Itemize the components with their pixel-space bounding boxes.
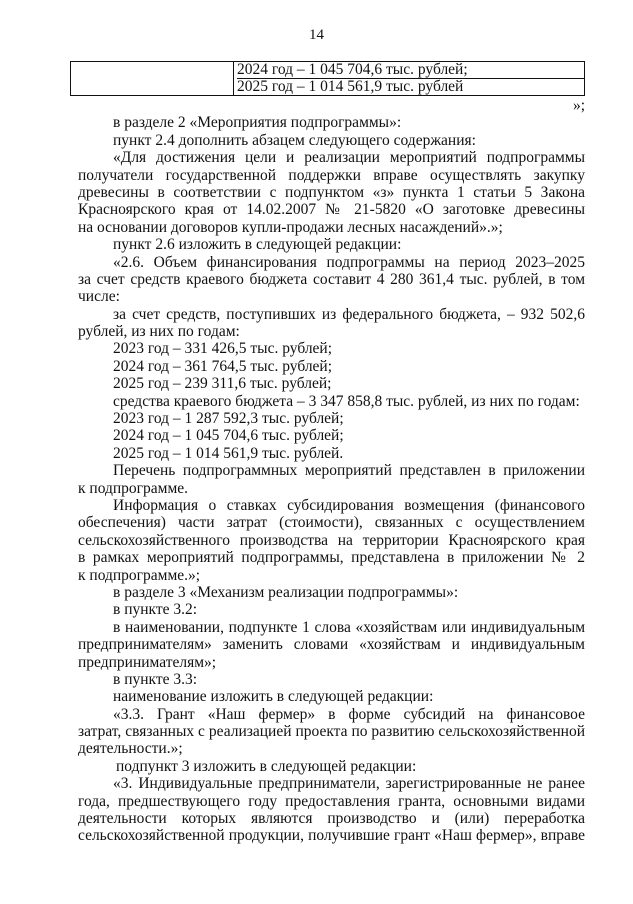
text-line: года, предшествующего году предоставления гранта, основными видами — [78, 792, 585, 810]
text-line: в пункте 3.2: — [113, 601, 198, 619]
text-line: Перечень подпрограммных мероприятий представлен в приложении — [113, 462, 585, 480]
text-line: 2024 год – 361 764,5 тыс. рублей; — [113, 357, 333, 375]
text-line: в разделе 2 «Мероприятия подпрограммы»: — [113, 114, 402, 132]
text-line: в рамках мероприятий подпрограммы, представлена в приложении № 2 — [78, 549, 585, 567]
text-line: в пункте 3.3: — [113, 670, 198, 688]
table-cell-values — [234, 62, 585, 96]
text-line: 2025 год – 1 014 561,9 тыс. рублей. — [113, 444, 344, 462]
text-line: за счет средств краевого бюджета составит 4 280 361,4 тыс. рублей, в том — [78, 270, 585, 288]
text-line: деятельности.»; — [78, 740, 183, 758]
text-line: 2023 год – 1 287 592,3 тыс. рублей; — [113, 410, 344, 428]
text-line: «3. Индивидуальные предприниматели, зарегистрированные не ранее — [113, 775, 585, 793]
text-line: наименование изложить в следующей редакции: — [113, 688, 434, 706]
text-line: за счет средств, поступивших из федерального бюджета, – 932 502,6 — [113, 305, 585, 323]
text-line: на основании договоров купли-продажи лесных насаждений».»; — [78, 218, 503, 236]
text-line: сельскохозяйственной продукции, получившие грант «Наш фермер», вправе — [78, 827, 585, 845]
text-line: Информация о ставках субсидирования возмещения (финансового — [113, 496, 585, 514]
text-line: 2023 год – 331 426,5 тыс. рублей; — [113, 340, 333, 358]
text-line: деятельности которых являются производство и (или) переработка — [78, 810, 585, 828]
text-line: предпринимателям» заменить словами «хозяйствам и индивидуальным — [78, 636, 585, 654]
text-line: пункт 2.6 изложить в следующей редакции: — [113, 236, 402, 254]
table-line: 2024 год – 1 045 704,6 тыс. рублей; — [237, 61, 468, 78]
text-line: пункт 2.4 дополнить абзацем следующего содержания: — [113, 131, 476, 149]
text-line: числе: — [78, 288, 120, 306]
text-line: получатели государственной поддержки вправе осуществлять закупку — [78, 166, 585, 184]
funding-table — [70, 61, 585, 96]
table-line: 2025 год – 1 014 561,9 тыс. рублей — [237, 78, 584, 95]
text-line: предпринимателям»; — [78, 653, 217, 671]
text-line: подпункт 3 изложить в следующей редакции: — [116, 757, 417, 775]
text-line: «Для достижения цели и реализации мероприятий подпрограммы — [113, 149, 585, 167]
text-line: затрат, связанных с реализацией проекта по развитию сельскохозяйственной — [78, 723, 585, 741]
text-line: в наименовании, подпункте 1 слова «хозяйствам или индивидуальным — [113, 618, 585, 636]
text-line: «3.3. Грант «Наш фермер» в форме субсидий на финансовое — [113, 705, 585, 723]
text-line: обеспечения) части затрат (стоимости), связанных с осуществлением — [78, 514, 585, 532]
text-line: древесины в соответствии с подпунктом «з» пункта 1 статьи 5 Закона — [78, 183, 585, 201]
text-line: 2025 год – 239 311,6 тыс. рублей; — [113, 375, 332, 393]
text-line: к подпрограмме.»; — [78, 566, 201, 584]
text-line: в разделе 3 «Механизм реализации подпрограммы»: — [113, 583, 459, 601]
text-line: «2.6. Объем финансирования подпрограммы на период 2023–2025 — [113, 253, 585, 271]
table-row — [71, 62, 585, 96]
text-line: 2024 год – 1 045 704,6 тыс. рублей; — [113, 427, 344, 445]
text-line: средства краевого бюджета – 3 347 858,8 тыс. рублей, из них по годам: — [113, 392, 580, 410]
table-cell-empty — [71, 62, 234, 96]
text-line: Красноярского края от 14.02.2007 № 21-5820 «О заготовке древесины — [78, 201, 585, 219]
text-line: сельскохозяйственного производства на территории Красноярского края — [78, 531, 585, 549]
document-body — [78, 97, 585, 845]
text-line: рублей, из них по годам: — [78, 323, 240, 341]
closing-quote: »; — [572, 97, 585, 114]
page-number: 14 — [309, 27, 324, 43]
text-line: к подпрограмме. — [78, 479, 189, 497]
